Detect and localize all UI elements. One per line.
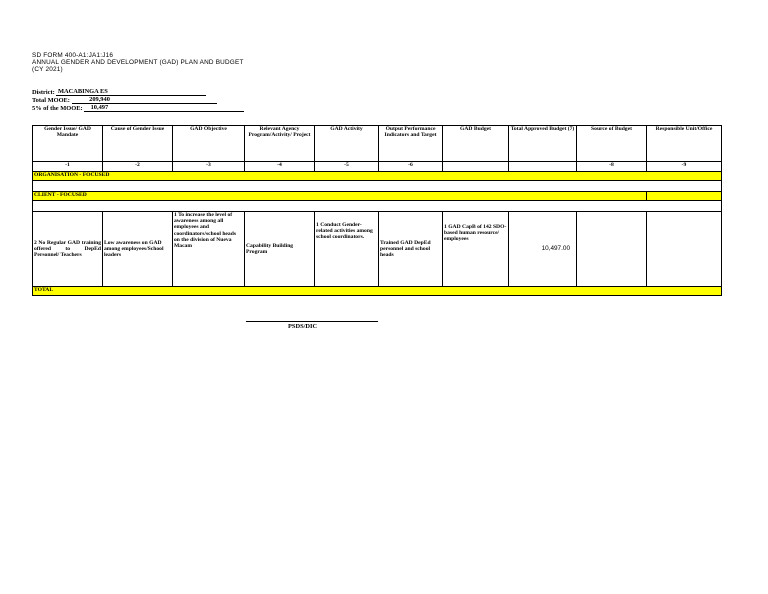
signature-line — [246, 321, 378, 322]
col-header-output: Output Performance Indicators and Target — [379, 126, 443, 162]
col-number: -8 — [577, 162, 647, 172]
col-number: -9 — [647, 162, 722, 172]
col-header-approved: Total Approved Budget (7) — [509, 126, 577, 162]
cell-output: Trained GAD DepEd personnel and school heads — [379, 212, 443, 287]
col-header-office: Responsible Unit/Office — [647, 126, 722, 162]
blank-row — [33, 201, 722, 212]
section-client-end-cell — [647, 192, 722, 201]
cell-issue: 2 No Regular GAD training offered to DepEd Personnel/ Teachers — [33, 212, 103, 287]
blank-row — [33, 181, 722, 192]
signature-label: PSDS/DIC — [288, 323, 318, 330]
pct-line — [32, 104, 244, 112]
cell-approved: 10,497.00 — [509, 212, 577, 287]
section-organisation-row — [33, 172, 722, 181]
column-number-row — [33, 162, 722, 172]
blank-cell — [33, 181, 722, 192]
col-number — [509, 162, 577, 172]
col-number: -6 — [379, 162, 443, 172]
section-client-label: CLIENT - FOCUSED — [33, 192, 647, 201]
cell-source — [577, 212, 647, 287]
district-value: MACABINGA ES — [56, 88, 206, 96]
col-header-program: Relevant Agency Program/Activity/ Project — [245, 126, 315, 162]
cell-cause: Low awareness on GAD among employees/School leaders — [103, 212, 173, 287]
col-number — [443, 162, 509, 172]
col-header-cause: Cause of Gender Issue — [103, 126, 173, 162]
col-header-issue: Gender Issue/ GAD Mandate — [33, 126, 103, 162]
col-header-budget: GAD Budget — [443, 126, 509, 162]
blank-cell — [33, 201, 722, 212]
col-number: -1 — [33, 162, 103, 172]
col-header-activity: GAD Activity — [315, 126, 379, 162]
col-number: -4 — [245, 162, 315, 172]
cell-budget: 1 GAD CapB of 142 SDO-based human resource/ employees — [443, 212, 509, 287]
col-header-source: Source of Budget — [577, 126, 647, 162]
cell-program: Capability Building Program — [245, 212, 315, 287]
pct-value: 10,497 — [84, 104, 244, 112]
mooe-value: 209,940 — [72, 96, 217, 104]
col-header-objective: GAD Objective — [173, 126, 245, 162]
gad-plan-table — [32, 125, 722, 296]
plan-year: (CY 2021) — [32, 66, 63, 73]
district-label: District: — [32, 89, 55, 96]
mooe-line — [32, 96, 217, 104]
total-label: TOTAL — [33, 287, 722, 296]
table-row — [33, 212, 722, 287]
district-line — [32, 88, 206, 96]
pct-label: 5% of the MOOE: — [32, 105, 83, 112]
total-row — [33, 287, 722, 296]
plan-title: ANNUAL GENDER AND DEVELOPMENT (GAD) PLAN AND BUDGET — [32, 59, 244, 66]
section-organisation-label: ORGANISATION - FOCUSED — [33, 172, 722, 181]
col-number: -2 — [103, 162, 173, 172]
mooe-label: Total MOOE: — [32, 97, 70, 104]
col-number: -5 — [315, 162, 379, 172]
form-number: SD FORM 400-A1:JA1:J16 — [32, 52, 114, 59]
cell-activity: 1 Conduct Gender-related activities among school coordinators. — [315, 212, 379, 287]
header-row — [33, 126, 722, 162]
cell-office — [647, 212, 722, 287]
col-number: -3 — [173, 162, 245, 172]
section-client-row — [33, 192, 722, 201]
cell-objective: 1 To increase the level of awareness among all employees and coordinators/school heads on the division of Nueva Macam — [173, 212, 245, 287]
